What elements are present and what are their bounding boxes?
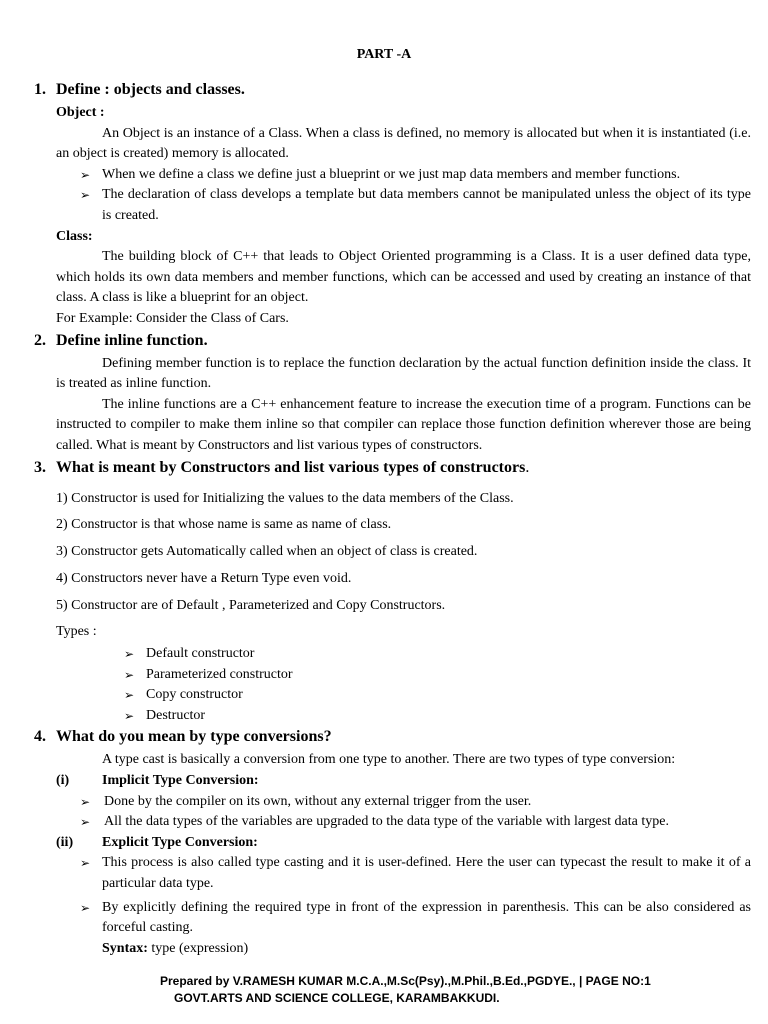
question-3-heading bbox=[34, 457, 751, 479]
roman-number: (ii) bbox=[56, 834, 74, 850]
implicit-title: Implicit Type Conversion: bbox=[102, 772, 259, 788]
arrow-bullet-icon: ➢ bbox=[80, 167, 91, 182]
types-label: Types : bbox=[56, 624, 97, 640]
object-paragraph: An Object is an instance of a Class. When a class is defined, no memory is allocated but when it is instantiated (i.e. an object is created) memory is allocated. bbox=[56, 125, 751, 162]
part-title: PART -A bbox=[356, 47, 412, 62]
question-number: 1. bbox=[34, 81, 46, 98]
list-item: ➢ Parameterized constructor bbox=[56, 665, 751, 686]
question-title: Define : objects and classes. bbox=[56, 81, 245, 98]
inline-paragraph-2: The inline functions are a C++ enhancement feature to increase the execution time of a program. Functions can be instructed to compiler to make them inline so that compiler can replace those function definition wherever those are being called. What is meant by Constructors and list various types of constructors. bbox=[56, 396, 751, 453]
list-item: 5) Constructor are of Default , Parameterized and Copy Constructors. bbox=[56, 597, 446, 613]
list-item: 3) Constructor gets Automatically called when an object of class is created. bbox=[56, 544, 478, 560]
inline-paragraph-1: Defining member function is to replace the function declaration by the actual function definition inside the class. It is treated as inline function. bbox=[56, 355, 751, 392]
arrow-bullet-icon: ➢ bbox=[80, 856, 91, 871]
question-number: 3. bbox=[34, 458, 46, 476]
implicit-bullet-list bbox=[56, 792, 751, 833]
list-item: ➢ When we define a class we define just a blueprint or we just map data members and member functions. bbox=[56, 165, 751, 186]
question-title-end: . bbox=[525, 458, 530, 476]
class-paragraph: The building block of C++ that leads to Object Oriented programming is a Class. It is a user defined data type, which holds its own data members and member functions, which can be accessed and used by creating an instance of that class. A class is like a blueprint for an object. bbox=[56, 249, 751, 306]
arrow-bullet-icon: ➢ bbox=[80, 188, 91, 203]
constructor-points bbox=[56, 489, 751, 617]
explicit-heading bbox=[56, 833, 751, 854]
list-item: ➢ Done by the compiler on its own, without any external trigger from the user. bbox=[56, 792, 751, 813]
question-number: 4. bbox=[34, 728, 46, 746]
roman-number: (i) bbox=[56, 772, 70, 788]
class-example: For Example: Consider the Class of Cars. bbox=[56, 310, 289, 326]
constructor-types-list bbox=[56, 644, 751, 726]
arrow-bullet-icon: ➢ bbox=[80, 900, 91, 915]
arrow-bullet-icon: ➢ bbox=[80, 815, 91, 830]
list-item: ➢ This process is also called type casting and it is user-defined. Here the user can typecast the result to make it of a particular data type. bbox=[80, 855, 751, 891]
footer-college: GOVT.ARTS AND SCIENCE COLLEGE, KARAMBAKKUDI. bbox=[174, 991, 500, 1005]
explicit-bullet-list bbox=[56, 853, 751, 938]
syntax-value: type (expression) bbox=[147, 940, 249, 956]
type-conversion-intro: A type cast is basically a conversion from one type to another. There are two types of type conversion: bbox=[102, 752, 676, 768]
question-number: 2. bbox=[34, 331, 46, 349]
object-bullet-list bbox=[56, 165, 751, 227]
list-item: ➢ Default constructor bbox=[56, 644, 751, 665]
list-item: 2) Constructor is that whose name is same as name of class. bbox=[56, 517, 392, 533]
arrow-bullet-icon: ➢ bbox=[80, 794, 91, 809]
question-1-heading bbox=[34, 79, 751, 101]
list-item: 4) Constructors never have a Return Type even void. bbox=[56, 570, 352, 586]
class-label: Class: bbox=[56, 228, 93, 244]
list-item: ➢ The declaration of class develops a template but data members cannot be manipulated unless the object of its type is created. bbox=[80, 187, 751, 223]
list-item: ➢ Destructor bbox=[56, 706, 751, 727]
list-item: 1) Constructor is used for Initializing the values to the data members of the Class. bbox=[56, 490, 514, 506]
question-4-heading bbox=[34, 726, 751, 748]
list-item: ➢ By explicitly defining the required type in front of the expression in parenthesis. This can be also considered as forceful casting. bbox=[80, 899, 751, 936]
syntax-line bbox=[56, 939, 751, 960]
document-content bbox=[34, 79, 751, 959]
syntax-label: Syntax: bbox=[102, 940, 148, 956]
list-item: ➢ Copy constructor bbox=[56, 685, 751, 706]
question-2-heading bbox=[34, 330, 751, 352]
arrow-bullet-icon: ➢ bbox=[124, 688, 135, 703]
explicit-title: Explicit Type Conversion: bbox=[102, 834, 258, 850]
footer-prepared-by: Prepared by V.RAMESH KUMAR M.C.A.,M.Sc(Psy).,M.Phil.,B.Ed.,PGDYE., | PAGE NO:1 bbox=[160, 974, 651, 988]
question-title: What do you mean by type conversions? bbox=[56, 728, 332, 746]
object-label: Object : bbox=[56, 105, 105, 120]
arrow-bullet-icon: ➢ bbox=[124, 667, 135, 682]
arrow-bullet-icon: ➢ bbox=[124, 647, 135, 661]
question-title: What is meant by Constructors and list various types of constructors bbox=[56, 458, 526, 476]
question-title: Define inline function. bbox=[56, 331, 208, 349]
arrow-bullet-icon: ➢ bbox=[124, 708, 135, 723]
implicit-heading bbox=[56, 771, 751, 792]
list-item: ➢ All the data types of the variables are upgraded to the data type of the variable with largest data type. bbox=[56, 812, 751, 833]
